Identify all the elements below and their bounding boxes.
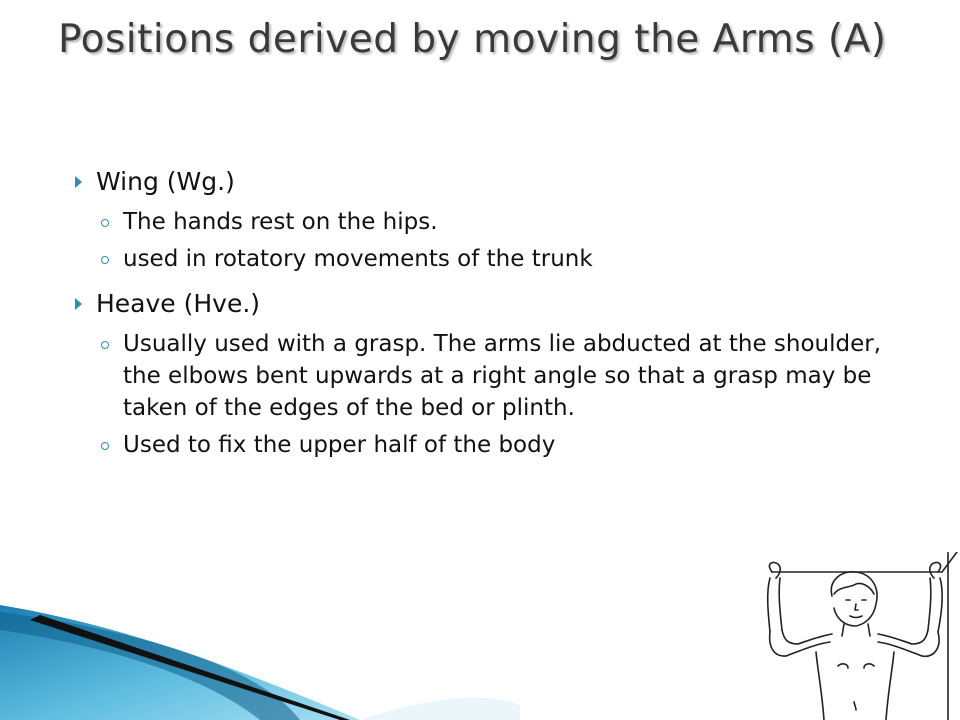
- sub-bullet-text: Usually used with a grasp. The arms lie abducted at the shoulder, the elbows bent upwards at a right angle so that a grasp may be taken of the edges of the bed or plinth.: [123, 331, 882, 421]
- bullet-heading: Wing (Wg.): [96, 167, 235, 196]
- heave-position-illustration: [752, 552, 960, 720]
- slide-title: Positions derived by moving the Arms (A): [58, 17, 887, 62]
- sub-bullet: [74, 243, 904, 275]
- bullet-content: [74, 163, 904, 465]
- sub-bullet-text: used in rotatory movements of the trunk: [123, 246, 593, 272]
- sub-bullet: [74, 328, 904, 424]
- ring-bullet-icon: [101, 442, 109, 450]
- wing-sublist: [74, 206, 904, 275]
- arrowhead-bullet-icon: [75, 176, 82, 188]
- bullet-heading: Heave (Hve.): [96, 289, 261, 318]
- arrowhead-bullet-icon: [75, 298, 82, 310]
- ring-bullet-icon: [101, 256, 109, 264]
- heave-sublist: [74, 328, 904, 461]
- sub-bullet: [74, 429, 904, 461]
- sub-bullet-text: Used to fix the upper half of the body: [123, 432, 556, 458]
- ring-bullet-icon: [101, 219, 109, 227]
- bullet-heave: [74, 285, 904, 323]
- bullet-wing: [74, 163, 904, 201]
- ring-bullet-icon: [101, 341, 109, 349]
- sub-bullet-text: The hands rest on the hips.: [123, 209, 438, 235]
- sub-bullet: [74, 206, 904, 238]
